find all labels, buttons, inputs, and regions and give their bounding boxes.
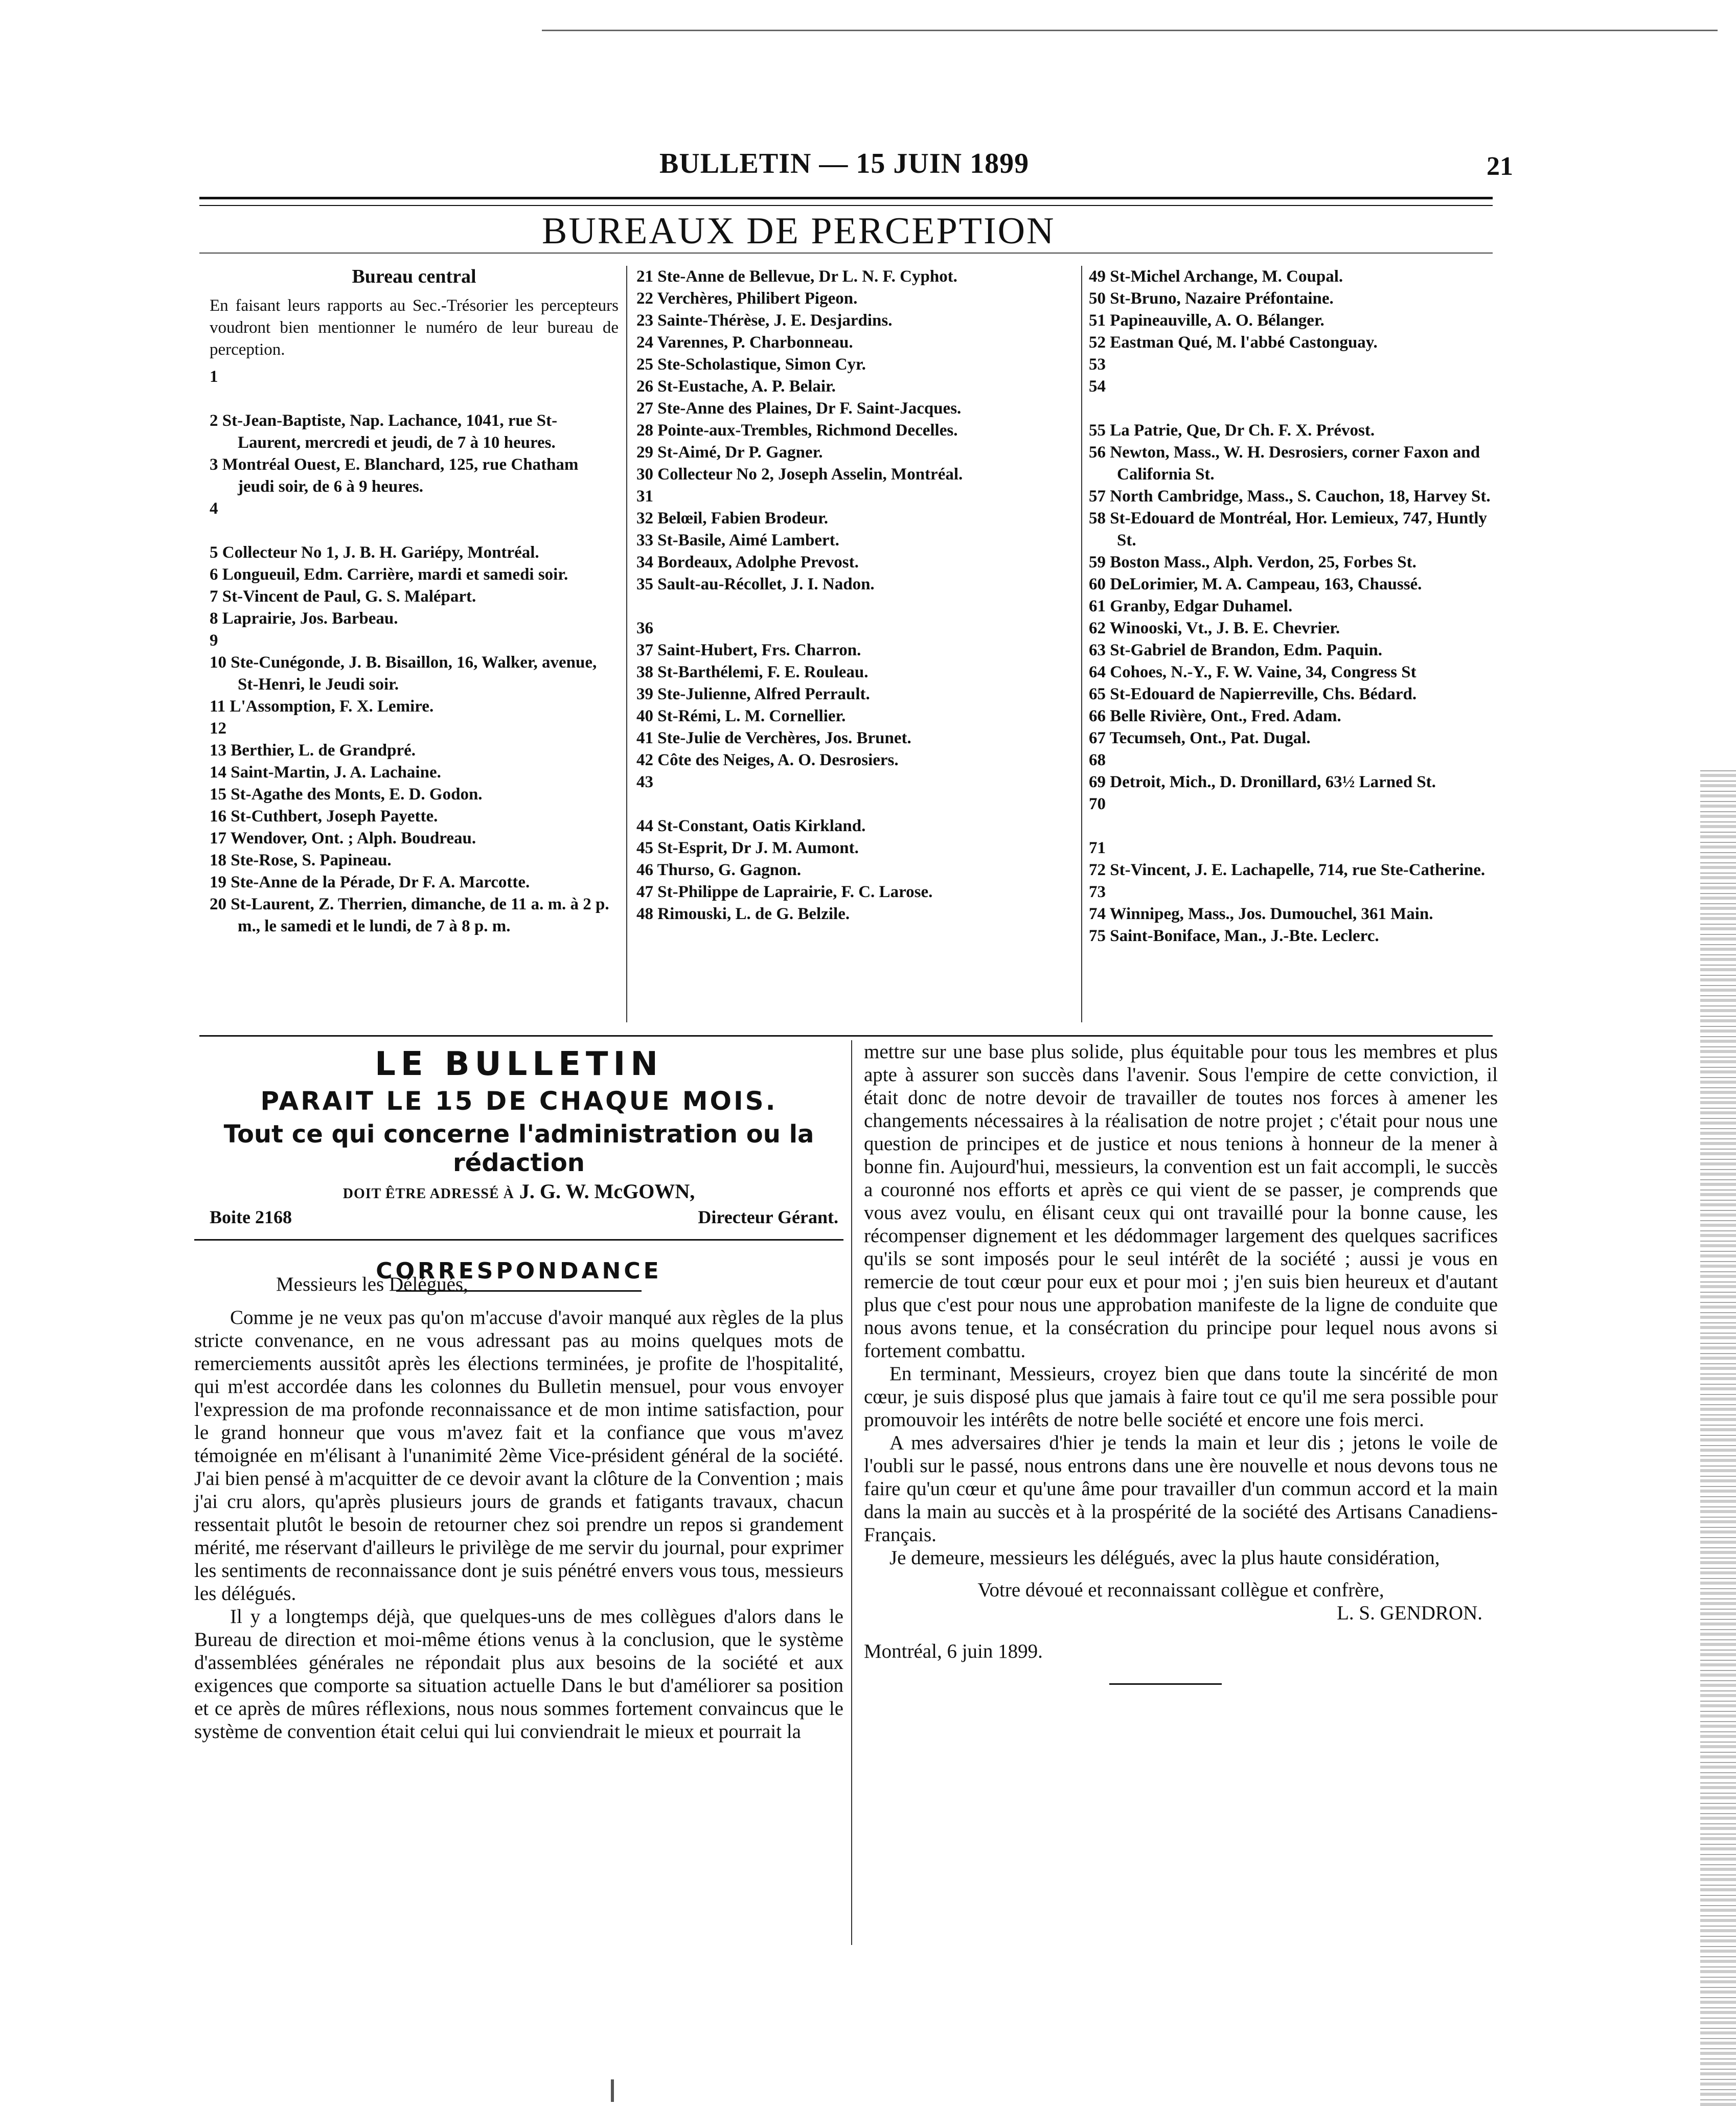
bulletin-title: LE BULLETIN bbox=[375, 1045, 663, 1083]
bureaux-list-1 bbox=[210, 366, 619, 937]
bureau-entry: 29 St-Aimé, Dr P. Gagner. bbox=[636, 443, 823, 462]
bureau-entry: 6 Longueuil, Edm. Carrière, mardi et samedi soir. bbox=[210, 565, 568, 584]
central-intro: En faisant leurs rapports au Sec.-Trésorier les percepteurs voudront bien mentionner le numéro de leur bureau de perception. bbox=[210, 296, 619, 359]
bulletin-manager-name: J. G. W. McGOWN, bbox=[519, 1180, 695, 1203]
bulletin-address-line bbox=[194, 1179, 843, 1203]
bulletin-directeur: Directeur Gérant. bbox=[698, 1207, 838, 1227]
bureau-entry: 36 bbox=[636, 619, 653, 637]
bureau-entry: 33 St-Basile, Aimé Lambert. bbox=[636, 531, 839, 550]
bureau-entry bbox=[636, 793, 1076, 815]
bureau-entry: 11 L'Assomption, F. X. Lemire. bbox=[210, 697, 434, 716]
bureau-entry: 34 Bordeaux, Adolphe Prevost. bbox=[636, 553, 859, 571]
bureau-entry: 62 Winooski, Vt., J. B. E. Chevrier. bbox=[1089, 619, 1340, 637]
bureau-entry: 18 Ste-Rose, S. Papineau. bbox=[210, 851, 392, 869]
bureau-entry: 25 Ste-Scholastique, Simon Cyr. bbox=[636, 355, 866, 374]
bureau-entry: 3 Montréal Ouest, E. Blanchard, 125, rue Chatham jeudi soir, de 6 à 9 heures. bbox=[210, 455, 579, 496]
scan-bottom-artifact bbox=[611, 2079, 614, 2102]
bureau-entry: 2 St-Jean-Baptiste, Nap. Lachance, 1041, rue St-Laurent, mercredi et jeudi, de 7 à 10 heures. bbox=[210, 411, 558, 452]
bureau-entry: 12 bbox=[210, 719, 226, 738]
column-divider bbox=[1081, 266, 1082, 1022]
bureaux-column-2 bbox=[636, 266, 1076, 1017]
central-heading: Bureau central bbox=[352, 266, 476, 287]
letter-paragraph: Je demeure, messieurs les délégués, avec la plus haute considération, bbox=[889, 1547, 1440, 1569]
bureau-entry: 53 bbox=[1089, 355, 1106, 374]
bureau-entry: 27 Ste-Anne des Plaines, Dr F. Saint-Jacques. bbox=[636, 399, 962, 418]
bureau-entry: 68 bbox=[1089, 751, 1106, 769]
bureaux-list-2 bbox=[636, 266, 1076, 925]
running-head bbox=[199, 147, 1513, 193]
bureau-entry bbox=[1089, 398, 1503, 420]
bureaux-column-3 bbox=[1089, 266, 1503, 1017]
bureau-entry: 52 Eastman Qué, M. l'abbé Castonguay. bbox=[1089, 333, 1378, 352]
column-divider bbox=[851, 1040, 852, 1945]
correspondence-left-column bbox=[194, 1273, 843, 1743]
bureau-entry: 4 bbox=[210, 499, 218, 518]
bureau-entry: 74 Winnipeg, Mass., Jos. Dumouchel, 361 Main. bbox=[1089, 905, 1433, 923]
bureau-entry: 24 Varennes, P. Charbonneau. bbox=[636, 333, 853, 352]
bulletin-admin-line: Tout ce qui concerne l'administration ou la rédaction bbox=[223, 1120, 814, 1177]
letter-paragraph: En terminant, Messieurs, croyez bien que dans toute la sincérité de mon cœur, je suis disposé plus que jamais à faire tout ce qu'il me sera possible pour promouvoir les intérêts de notre belle société et encore une fois merci. bbox=[864, 1363, 1498, 1431]
bureau-entry: 66 Belle Rivière, Ont., Fred. Adam. bbox=[1089, 707, 1341, 725]
bureau-entry: 13 Berthier, L. de Grandpré. bbox=[210, 741, 416, 760]
bureau-entry bbox=[210, 520, 619, 542]
bureau-entry: 16 St-Cuthbert, Joseph Payette. bbox=[210, 807, 438, 826]
bureau-entry: 14 Saint-Martin, J. A. Lachaine. bbox=[210, 763, 441, 782]
section-rule bbox=[199, 253, 1493, 254]
bureaux-list-3 bbox=[1089, 266, 1503, 947]
mid-rule bbox=[199, 1035, 1493, 1037]
page-number: 21 bbox=[1487, 152, 1513, 181]
bulletin-address-prefix: DOIT ÊTRE ADRESSÉ À bbox=[342, 1186, 514, 1202]
scan-top-artifact bbox=[542, 30, 1718, 34]
bureau-entry: 72 St-Vincent, J. E. Lachapelle, 714, rue Ste-Catherine. bbox=[1089, 861, 1486, 879]
bureau-entry: 44 St-Constant, Oatis Kirkland. bbox=[636, 817, 866, 835]
bureau-entry: 28 Pointe-aux-Trembles, Richmond Decelles. bbox=[636, 421, 958, 440]
header-rule-thick bbox=[199, 197, 1493, 199]
bureau-entry: 73 bbox=[1089, 883, 1106, 901]
bureau-entry: 8 Laprairie, Jos. Barbeau. bbox=[210, 609, 398, 628]
bulletin-box-line bbox=[194, 1206, 843, 1233]
bureau-entry: 55 La Patrie, Que, Dr Ch. F. X. Prévost. bbox=[1089, 421, 1375, 440]
bureau-entry: 48 Rimouski, L. de G. Belzile. bbox=[636, 905, 850, 923]
bureau-entry bbox=[1089, 815, 1503, 837]
bureau-entry: 75 Saint-Boniface, Man., J.-Bte. Leclerc. bbox=[1089, 927, 1379, 945]
letter-paragraph: Il y a longtemps déjà, que quelques-uns de mes collègues d'alors dans le Bureau de direction et moi-même étions venus à la conclusion, que le système d'assemblées générales ne répondait plus aux besoins de la société et aux exigences que comporte sa situation actuelle Dans le but d'améliorer sa position et ce après de mûres réflexions, nous nous sommes fortement convaincus que le système de convention était celui qui lui conviendrait le mieux et pourrait la bbox=[194, 1606, 843, 1743]
bureau-entry: 10 Ste-Cunégonde, J. B. Bisaillon, 16, Walker, avenue, St-Henri, le Jeudi soir. bbox=[210, 653, 597, 694]
bureau-entry: 30 Collecteur No 2, Joseph Asselin, Montréal. bbox=[636, 465, 963, 484]
bureaux-column-1 bbox=[210, 266, 619, 1017]
bureau-entry: 56 Newton, Mass., W. H. Desrosiers, corner Faxon and California St. bbox=[1089, 443, 1480, 484]
bureau-entry: 5 Collecteur No 1, J. B. H. Gariépy, Montréal. bbox=[210, 543, 539, 562]
running-title: BULLETIN — 15 JUIN 1899 bbox=[659, 148, 1030, 179]
place-date: Montréal, 6 juin 1899. bbox=[864, 1640, 1043, 1662]
bureau-entry: 22 Verchères, Philibert Pigeon. bbox=[636, 289, 858, 308]
correspondence-right-column bbox=[864, 1040, 1498, 1685]
bureau-entry: 46 Thurso, G. Gagnon. bbox=[636, 861, 802, 879]
bureau-entry: 43 bbox=[636, 773, 653, 791]
bulletin-rule bbox=[194, 1239, 843, 1241]
bureau-entry: 57 North Cambridge, Mass., S. Cauchon, 18, Harvey St. bbox=[1089, 487, 1491, 506]
bureau-entry: 40 St-Rémi, L. M. Cornellier. bbox=[636, 707, 846, 725]
bureau-entry: 1 bbox=[210, 368, 218, 386]
bureau-entry: 39 Ste-Julienne, Alfred Perrault. bbox=[636, 685, 870, 703]
bureau-entry: 45 St-Esprit, Dr J. M. Aumont. bbox=[636, 839, 859, 857]
bureau-entry: 70 bbox=[1089, 795, 1106, 813]
bureau-entry: 69 Detroit, Mich., D. Dronillard, 63½ Larned St. bbox=[1089, 773, 1436, 791]
bureau-entry: 19 Ste-Anne de la Pérade, Dr F. A. Marcotte. bbox=[210, 873, 530, 891]
bureau-entry bbox=[636, 596, 1076, 617]
letter-signature: L. S. GENDRON. bbox=[1337, 1602, 1482, 1624]
bureau-entry: 42 Côte des Neiges, A. O. Desrosiers. bbox=[636, 751, 899, 769]
bureau-entry: 20 St-Laurent, Z. Therrien, dimanche, de 11 a. m. à 2 p. m., le samedi et le lundi, de 7 à 8 p. m. bbox=[210, 895, 609, 935]
letter-paragraph: Comme je ne veux pas qu'on m'accuse d'avoir manqué aux règles de la plus stricte convenance, en ne vous adressant pas au moins quelques mots de remerciements aussitôt après les élections terminées, je profite de l'hospitalité, qui m'est accordée dans les colonnes du Bulletin mensuel, pour vous envoyer l'expression de ma profonde reconnaissance et de mon intime satisfaction, pour le grand honneur que vous m'avez fait et la confiance que vous m'avez témoignée en m'élisant à l'unanimité 2ème Vice-président général de la société. J'ai bien pensé à m'acquitter de ce devoir avant la clôture de la Convention ; mais j'ai cru alors, qu'après plusieurs jours de grands et fatigants travaux, chacun ressentait plutôt le besoin de retourner chez soi prendre un repos si grandement mérité, me réservant d'ailleurs le privilège de me servir du journal, pour exprimer les sentiments de reconnaissance dont je suis pénétré envers vous tous, messieurs les délégués. bbox=[194, 1307, 843, 1605]
bureau-entry: 23 Sainte-Thérèse, J. E. Desjardins. bbox=[636, 311, 893, 330]
end-rule bbox=[1109, 1683, 1222, 1685]
bureau-entry: 63 St-Gabriel de Brandon, Edm. Paquin. bbox=[1089, 641, 1382, 659]
bureau-entry: 9 bbox=[210, 631, 218, 650]
letter-closing: Votre dévoué et reconnaissant collègue et confrère, bbox=[977, 1579, 1384, 1601]
bureau-entry: 35 Sault-au-Récollet, J. I. Nadon. bbox=[636, 575, 875, 593]
bureau-entry: 50 St-Bruno, Nazaire Préfontaine. bbox=[1089, 289, 1334, 308]
bureau-entry: 17 Wendover, Ont. ; Alph. Boudreau. bbox=[210, 829, 476, 848]
bureau-entry: 38 St-Barthélemi, F. E. Rouleau. bbox=[636, 663, 869, 681]
bureau-entry: 59 Boston Mass., Alph. Verdon, 25, Forbes St. bbox=[1089, 553, 1417, 571]
bureau-entry: 32 Belœil, Fabien Brodeur. bbox=[636, 509, 828, 528]
salutation: Messieurs les Délégués, bbox=[276, 1273, 468, 1295]
bureau-entry bbox=[210, 388, 619, 410]
bureau-entry: 21 Ste-Anne de Bellevue, Dr L. N. F. Cyphot. bbox=[636, 267, 957, 286]
bureau-entry: 31 bbox=[636, 487, 653, 506]
column-divider bbox=[626, 266, 627, 1022]
bureau-entry: 47 St-Philippe de Laprairie, F. C. Larose. bbox=[636, 883, 933, 901]
bureau-entry: 54 bbox=[1089, 377, 1106, 396]
bulletin-subtitle: PARAIT LE 15 DE CHAQUE MOIS. bbox=[260, 1086, 778, 1116]
bureau-entry: 65 St-Edouard de Napierreville, Chs. Bédard. bbox=[1089, 685, 1417, 703]
bureau-entry: 15 St-Agathe des Monts, E. D. Godon. bbox=[210, 785, 483, 804]
header-rule-thin bbox=[199, 205, 1493, 206]
bureau-entry: 41 Ste-Julie de Verchères, Jos. Brunet. bbox=[636, 729, 911, 747]
bureau-entry: 26 St-Eustache, A. P. Belair. bbox=[636, 377, 836, 396]
bureau-entry: 61 Granby, Edgar Duhamel. bbox=[1089, 597, 1293, 615]
scan-edge-artifact bbox=[1700, 767, 1736, 2106]
bureau-entry: 37 Saint-Hubert, Frs. Charron. bbox=[636, 641, 861, 659]
bureau-entry: 60 DeLorimier, M. A. Campeau, 163, Chaussé. bbox=[1089, 575, 1422, 593]
section-title: BUREAUX DE PERCEPTION bbox=[542, 210, 1056, 252]
letter-paragraph: A mes adversaires d'hier je tends la main et leur dis ; jetons le voile de l'oubli sur le passé, nous entrons dans une ère nouvelle et nous devons tous ne faire qu'un cœur et qu'une âme pour travailler d'un commun accord et la main dans la main au succès et à la prospérité de la société des Artisans Canadiens-Français. bbox=[864, 1432, 1498, 1546]
bulletin-notice bbox=[194, 1045, 843, 1292]
bureau-entry: 49 St-Michel Archange, M. Coupal. bbox=[1089, 267, 1343, 286]
bureau-entry: 71 bbox=[1089, 839, 1106, 857]
correspondence-heading: CORRESPONDANCE bbox=[376, 1258, 662, 1284]
bureau-entry: 51 Papineauville, A. O. Bélanger. bbox=[1089, 311, 1324, 330]
bureau-entry: 64 Cohoes, N.-Y., F. W. Vaine, 34, Congress St bbox=[1089, 663, 1417, 681]
bureau-entry: 58 St-Edouard de Montréal, Hor. Lemieux, 747, Huntly St. bbox=[1089, 509, 1487, 550]
bureau-entry: 7 St-Vincent de Paul, G. S. Malépart. bbox=[210, 587, 476, 606]
bureau-entry: 67 Tecumseh, Ont., Pat. Dugal. bbox=[1089, 729, 1311, 747]
letter-paragraph: mettre sur une base plus solide, plus équitable pour tous les membres et plus apte à assurer son succès dans l'avenir. Sous l'empire de cette conviction, il était donc de notre devoir de travailler de toutes nos forces à amener les changements nécessaires à la réalisation de notre projet ; c'était pour nous une question de principes et de justice et nous tenions à honneur de la mener à bonne fin. Aujourd'hui, messieurs, la convention est un fait accompli, le succès a couronné nos efforts et après ce qui vient de se passer, je comprends que vous avez voulu, en élisant ceux qui ont travaillé pour la bonne cause, les récompenser dignement et les dédommager largement des quelques sacrifices qu'ils se sont imposés pour le seul intérêt de la société ; aussi je vous en remercie de tout cœur pour eux et pour moi ; j'en suis bien heureux et d'autant plus que c'est pour nous une approbation manifeste de la ligne de conduite que nous avons tenue, et la consécration du principe pour lequel nous avons si fortement combattu. bbox=[864, 1041, 1498, 1362]
bulletin-boite: Boite 2168 bbox=[210, 1207, 292, 1227]
